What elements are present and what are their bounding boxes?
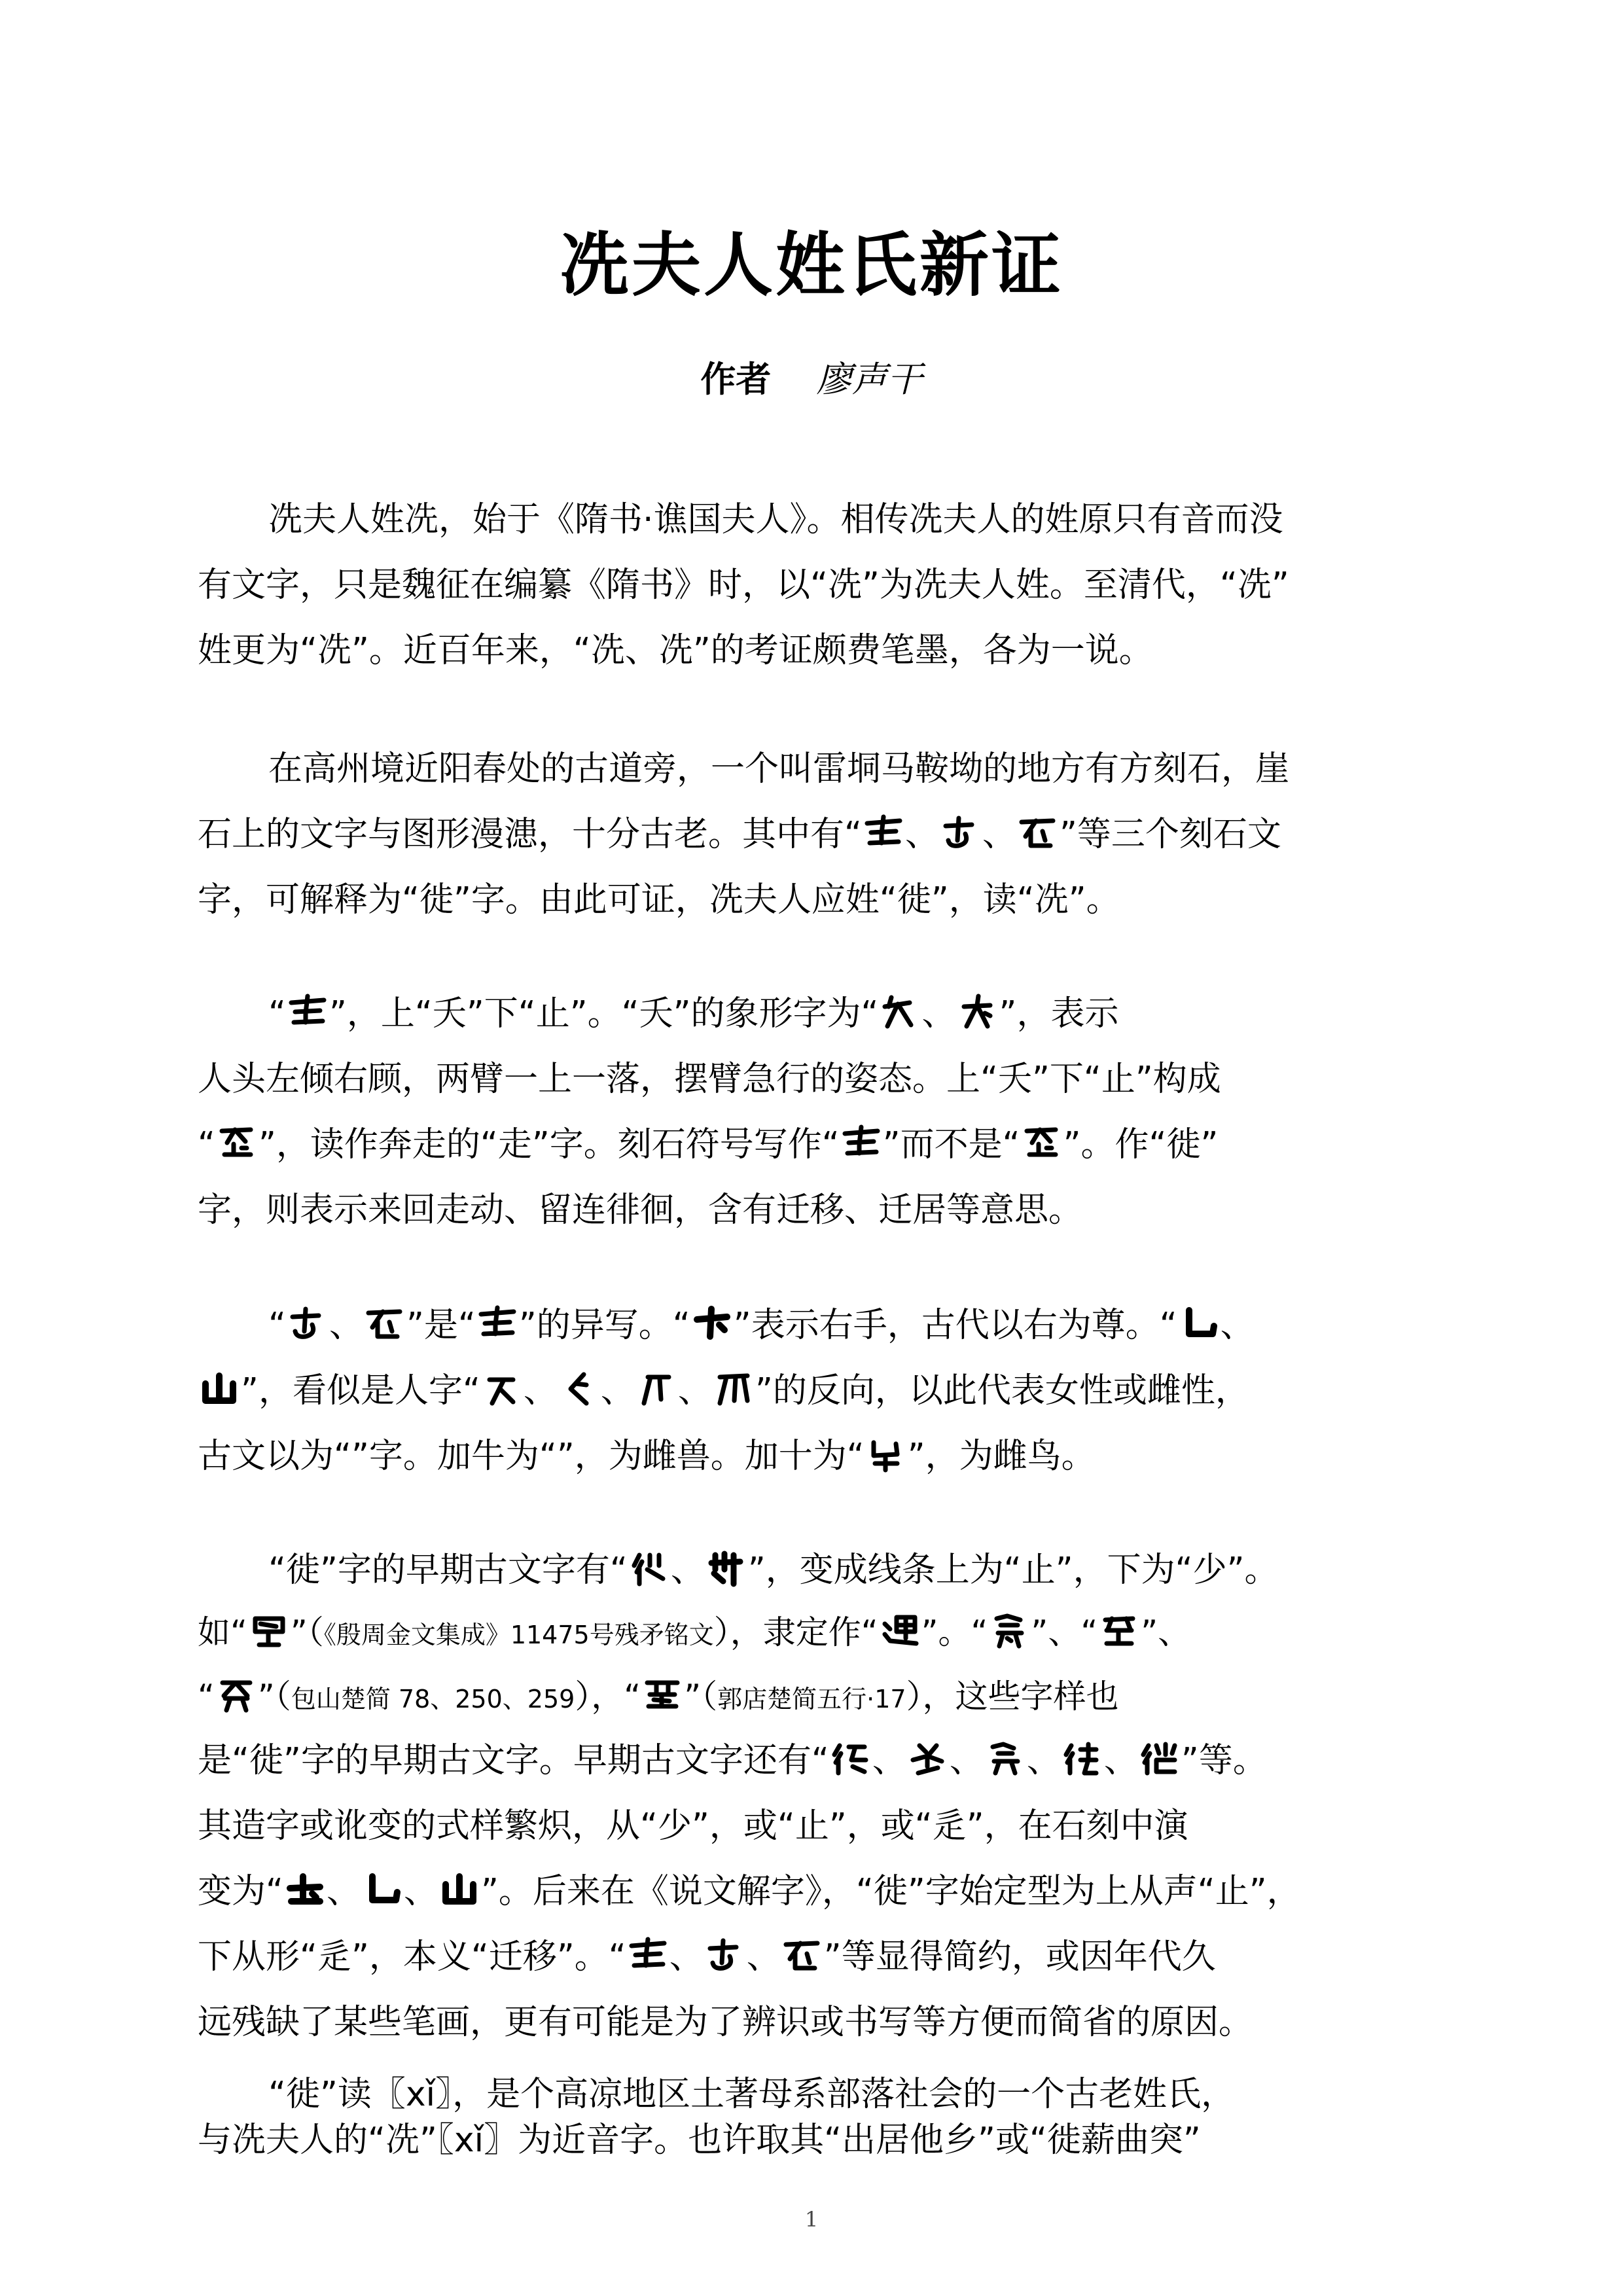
- author-label: 作者: [700, 359, 772, 400]
- document-title: 冼夫人姓氏新证: [560, 224, 1063, 306]
- variant-glyph-icon: [704, 1937, 747, 1975]
- yao-pictograph-icon: [878, 994, 921, 1031]
- text-segment: 、: [904, 815, 939, 854]
- paragraph-6-line-2: 与冼夫人的“冼”〖xǐ〗为近音字。也许取其“出居他乡”或“徙薪曲突”: [198, 2121, 1201, 2160]
- bird-glyph-icon: [865, 1436, 908, 1474]
- text-segment: “: [268, 1306, 286, 1345]
- citation: 包山楚简 78、250、259: [291, 1685, 575, 1713]
- text-segment: ”，表示: [999, 994, 1119, 1033]
- paragraph-2-line-1: 在高州境近阳春处的古道旁，一个叫雷垌马鞍坳的地方有方刻石，崖: [268, 749, 1290, 789]
- paragraph-2-line-2: [198, 814, 1428, 855]
- stone-carving-glyph-icon: [283, 1871, 327, 1909]
- stone-carving-glyph-icon: [361, 1871, 404, 1909]
- text-segment: ”，上“夭”下“止”。“夭”的象形字为“: [329, 994, 879, 1033]
- text-segment: “: [608, 1937, 626, 1977]
- text-segment: 、: [1103, 1741, 1138, 1780]
- text-segment: ”，读作奔走的“走”字。刻石符号写作“: [258, 1125, 840, 1164]
- paragraph-1-line-3: 姓更为“冼”。近百年来，“冼、冼”的考证颇费笔墨，各为一说。: [198, 631, 1153, 670]
- ancient-variant-glyph-icon: [1138, 1740, 1181, 1778]
- chu-slip-glyph-icon: [1097, 1612, 1141, 1650]
- text-segment: 是“徙”字的早期古文字。早期古文字还有“: [198, 1741, 829, 1780]
- person-glyph-icon: [635, 1371, 678, 1408]
- text-segment: ”的反向，以此代表女性或雌性，: [755, 1371, 1249, 1410]
- text-segment: “: [198, 1677, 215, 1715]
- citation: 《殷周金文集成》11475号残矛铭文: [323, 1621, 714, 1649]
- person-glyph-icon: [558, 1371, 601, 1408]
- text-segment: 、: [523, 1371, 558, 1410]
- text-segment: ”而不是“: [882, 1125, 1020, 1164]
- variant-glyph-icon: [363, 1305, 406, 1343]
- variant-glyph-icon: [286, 1305, 329, 1343]
- text-segment: 古文以为“: [198, 1437, 351, 1476]
- text-segment: 、: [921, 994, 956, 1033]
- variant-glyph-icon: [781, 1937, 824, 1975]
- text-segment: 、: [600, 1371, 635, 1410]
- paragraph-3-line-2: 人头左倾右顾，两臂一上一落，摆臂急行的姿态。上“夭”下“止”构成: [198, 1060, 1221, 1099]
- bronze-inscription-glyph-icon: [247, 1612, 291, 1650]
- paragraph-3-line-4: 字，则表示来回走动、留连徘徊，含有迁移、迁居等意思。: [198, 1191, 1083, 1230]
- text-segment: 变为“: [198, 1872, 283, 1911]
- text-segment: 、: [746, 1937, 781, 1977]
- text-segment: “: [198, 1125, 215, 1164]
- text-segment: 、: [326, 1872, 361, 1911]
- text-segment: 石上的文字与图形漫漶，十分古老。其中有“: [198, 815, 862, 854]
- text-segment: ”、“: [1031, 1613, 1098, 1651]
- yao-pictograph-icon: [956, 994, 999, 1031]
- paragraph-3-line-1: [268, 993, 1499, 1035]
- paragraph-2-line-3: 字，可解释为“徙”字。由此可证，冼夫人应姓“徙”，读“冼”。: [198, 880, 1120, 920]
- text-segment: ），“: [575, 1677, 641, 1715]
- text-segment: “徙”字的早期古文字有“: [268, 1551, 628, 1590]
- paragraph-4-line-2: [198, 1370, 1428, 1412]
- zou-composed-glyph-icon: [1020, 1124, 1063, 1162]
- early-xi-glyph-icon: [628, 1550, 671, 1588]
- text-segment: ”（: [290, 1613, 324, 1651]
- text-segment: ”。“: [921, 1613, 988, 1651]
- zou-composed-glyph-icon: [215, 1124, 259, 1162]
- paragraph-1-line-2: 有文字，只是魏征在编纂《隋书》时，以“冼”为冼夫人姓。至清代，“冼”: [198, 565, 1289, 605]
- text-segment: 、: [949, 1741, 984, 1780]
- paragraph-5-line-4: [198, 1740, 1428, 1782]
- early-xi-glyph-icon: [705, 1550, 748, 1588]
- zou-glyph-icon: [840, 1124, 883, 1162]
- clerical-xi-glyph-icon: [878, 1612, 921, 1650]
- text-segment: ”（: [684, 1677, 718, 1715]
- stone-carving-glyph-icon: [438, 1871, 481, 1909]
- text-segment: ”、: [1141, 1613, 1191, 1651]
- paragraph-4-line-3: [198, 1435, 1428, 1477]
- paragraph-5-line-6: [198, 1871, 1428, 1912]
- ancient-variant-glyph-icon: [906, 1740, 950, 1778]
- text-segment: 、: [982, 815, 1016, 854]
- text-segment: ”是“: [406, 1306, 476, 1345]
- text-segment: 、: [329, 1306, 363, 1345]
- paragraph-6-line-1: “徙”读〖xǐ〗，是个高凉地区土著母系部落社会的一个古老姓氏，: [268, 2075, 1236, 2114]
- author-name: 廖声干: [816, 359, 923, 400]
- text-segment: ），隶定作“: [713, 1613, 878, 1651]
- zou-glyph-icon: [476, 1305, 519, 1343]
- text-segment: ”表示右手，古代以右为尊。“: [733, 1306, 1177, 1345]
- page-number: 1: [804, 2207, 819, 2232]
- variant-glyph-icon: [939, 814, 982, 852]
- chu-slip-glyph-icon: [988, 1612, 1031, 1650]
- paragraph-1-line-1: 冼夫人姓冼，始于《隋书·谯国夫人》。相传冼夫人的姓原只有音而没: [268, 500, 1283, 539]
- right-hand-glyph-icon: [690, 1305, 734, 1343]
- paragraph-5-line-7: [198, 1936, 1428, 1978]
- text-segment: ”，看似是人字“: [241, 1371, 480, 1410]
- paragraph-5-line-3: [198, 1676, 1428, 1720]
- text-segment: 、: [670, 1551, 705, 1590]
- text-segment: ”的异写。“: [518, 1306, 690, 1345]
- text-segment: ），这些字样也: [906, 1677, 1119, 1715]
- text-segment: ”（: [257, 1677, 291, 1715]
- text-segment: 、: [677, 1371, 712, 1410]
- chu-slip-glyph-icon: [215, 1676, 258, 1714]
- citation: 郭店楚简五行·17: [717, 1685, 906, 1713]
- text-segment: ”等三个刻石文: [1059, 815, 1281, 854]
- ancient-variant-glyph-icon: [984, 1740, 1027, 1778]
- paragraph-5-line-5: 其造字或讹变的式样繁炽，从“少”，或“止”，或“辵”，在石刻中演: [198, 1806, 1188, 1846]
- female-glyph-icon: [1177, 1305, 1221, 1343]
- text-segment: 、: [872, 1741, 906, 1780]
- paragraph-5-line-2: [198, 1611, 1428, 1656]
- text-segment: ”。作“徙”: [1063, 1125, 1219, 1164]
- guodian-slip-glyph-icon: [641, 1676, 684, 1714]
- text-segment: “: [268, 994, 286, 1033]
- text-segment: ”字。加牛为“: [351, 1437, 557, 1476]
- text-segment: ”，为雌兽。加十为“: [556, 1437, 865, 1476]
- text-segment: ”。后来在《说文解字》，“徙”字始定型为上从声“止”，: [480, 1872, 1301, 1911]
- paragraph-5-line-8: 远残缺了某些笔画，更有可能是为了辨识或书写等方便而简省的原因。: [198, 2003, 1253, 2042]
- ancient-variant-glyph-icon: [1061, 1740, 1104, 1778]
- author-line: [0, 359, 1623, 401]
- zou-glyph-icon: [862, 814, 905, 852]
- paragraph-4-line-1: [268, 1304, 1499, 1346]
- text-segment: 、: [1220, 1306, 1255, 1345]
- ancient-variant-glyph-icon: [829, 1740, 872, 1778]
- text-segment: 如“: [198, 1613, 247, 1651]
- variant-glyph-icon: [1016, 814, 1060, 852]
- person-glyph-icon: [712, 1371, 755, 1408]
- text-segment: ”等。: [1181, 1741, 1267, 1780]
- text-segment: ”，为雌鸟。: [907, 1437, 1096, 1476]
- person-glyph-icon: [480, 1371, 524, 1408]
- text-segment: 、: [669, 1937, 704, 1977]
- text-segment: ”，变成线条上为“止”，下为“少”。: [747, 1551, 1279, 1590]
- text-segment: ”等显得简约，或因年代久: [823, 1937, 1216, 1977]
- female-glyph-icon: [198, 1371, 241, 1408]
- zou-glyph-icon: [286, 994, 329, 1031]
- paragraph-3-line-3: [198, 1124, 1428, 1166]
- text-segment: 、: [403, 1872, 438, 1911]
- text-segment: 下从形“辵”，本义“迁移”。: [198, 1937, 609, 1977]
- zou-glyph-icon: [626, 1937, 669, 1975]
- paragraph-5-line-1: [268, 1549, 1499, 1591]
- text-segment: 、: [1026, 1741, 1061, 1780]
